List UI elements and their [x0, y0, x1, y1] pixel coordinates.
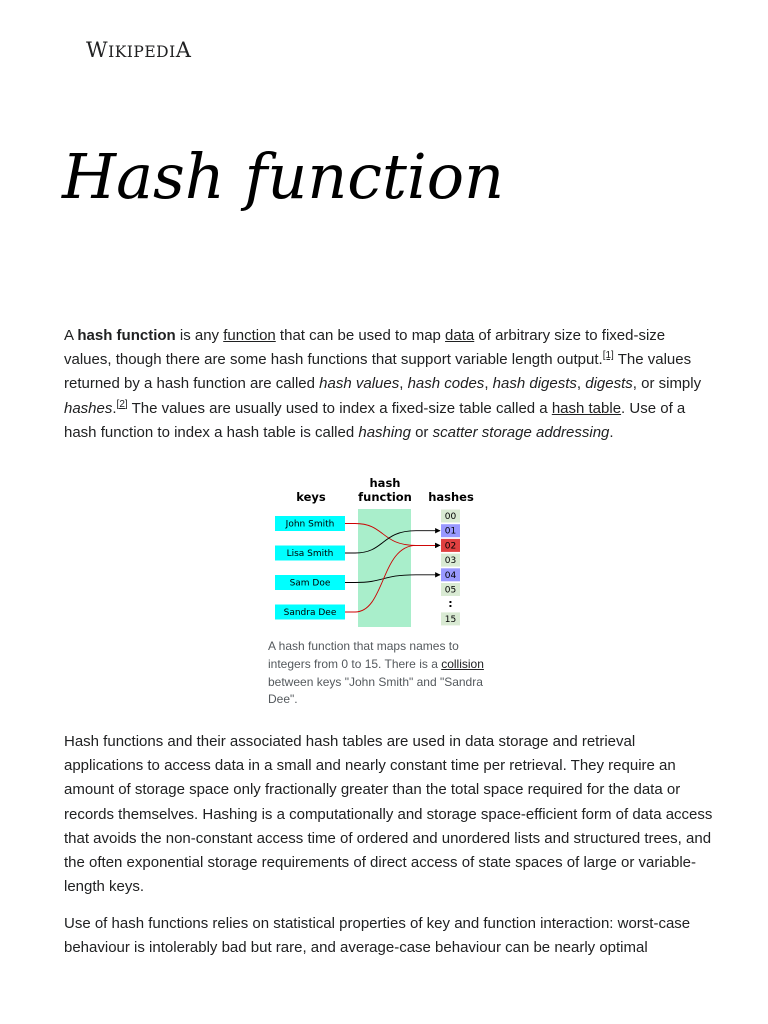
key-box: [275, 575, 345, 590]
function-box: [358, 509, 411, 627]
paragraph-2: Hash functions and their associated hash tables are used in data storage and retrieval applications to access data in a small and nearly constant time per retrieval. They require an amount of storage space only fractionally greater than the total space required for the data or records themselves. Hashing is a computationally and storage space-efficient form of data access that avoids the non-constant access time of ordered and unordered lists and structured trees, and the often exponential storage requirements of direct access of state spaces of large or variable-length keys.: [64, 733, 713, 896]
page-title: Hash function: [62, 140, 505, 213]
hash-label: 00: [444, 512, 457, 522]
logo-letter: A: [175, 38, 192, 62]
reference-2[interactable]: [2]: [116, 398, 128, 410]
logo-letter: W: [86, 38, 109, 62]
hash-function-diagram[interactable]: [268, 472, 508, 637]
intro-paragraph: A hash function is any function that can be used to map data of arbitrary size to fixed-size values, though there are some hash functions that support variable length output.[1] The values returned by a hash function are called hash values, hash codes, hash digests, digests, or simply hashes.[2] The values are usually used to index a fixed-size table called a hash table. Use of a hash function to index a hash table is called hashing or scatter storage addressing.: [64, 327, 702, 441]
hash-label: 01: [444, 526, 457, 537]
hash-slot: [441, 524, 460, 537]
key-box: [275, 605, 345, 620]
hash-label: 02: [444, 541, 457, 552]
key-label: Lisa Smith: [286, 549, 334, 559]
reference-1[interactable]: [1]: [602, 350, 614, 362]
wikipedia-logo[interactable]: [86, 38, 191, 62]
key-label: Sandra Dee: [283, 608, 337, 618]
header-hashes: hashes: [428, 490, 474, 504]
hash-slot: [441, 554, 460, 567]
figure-caption: A hash function that maps names to integers from 0 to 15. There is a collision between keys "John Smith" and "Sandra Dee".: [268, 639, 484, 707]
hash-slot: [448, 597, 452, 610]
paragraph-3: Use of hash functions relies on statistical properties of key and function interaction: worst-case behaviour is intolerably bad but rare, and average-case behaviour can be nearly optimal: [64, 915, 691, 957]
key-box: [275, 546, 345, 561]
header-keys: keys: [296, 490, 326, 504]
hash-label: :: [448, 597, 453, 611]
hash-label: 15: [444, 614, 457, 625]
hash-slot: [441, 568, 460, 581]
key-label: Sam Doe: [289, 578, 331, 589]
link-function[interactable]: function: [223, 327, 276, 344]
bold-term: hash function: [77, 327, 176, 344]
header-function: function: [358, 490, 412, 504]
header-hash: hash: [369, 476, 401, 490]
hash-label: 04: [444, 570, 457, 581]
key-box: [275, 516, 345, 531]
hash-slot: [441, 510, 460, 523]
link-collision[interactable]: collision: [441, 656, 484, 671]
hash-slot: [441, 583, 460, 596]
link-hash-table[interactable]: hash table: [551, 399, 622, 417]
hash-label: 03: [444, 556, 457, 567]
hash-slot: [441, 612, 460, 625]
link-data[interactable]: data: [445, 327, 475, 344]
logo-letters: IKIPEDI: [108, 43, 176, 61]
key-label: John Smith: [285, 519, 335, 530]
hash-label: 05: [444, 585, 457, 596]
hash-slot: [441, 539, 460, 552]
